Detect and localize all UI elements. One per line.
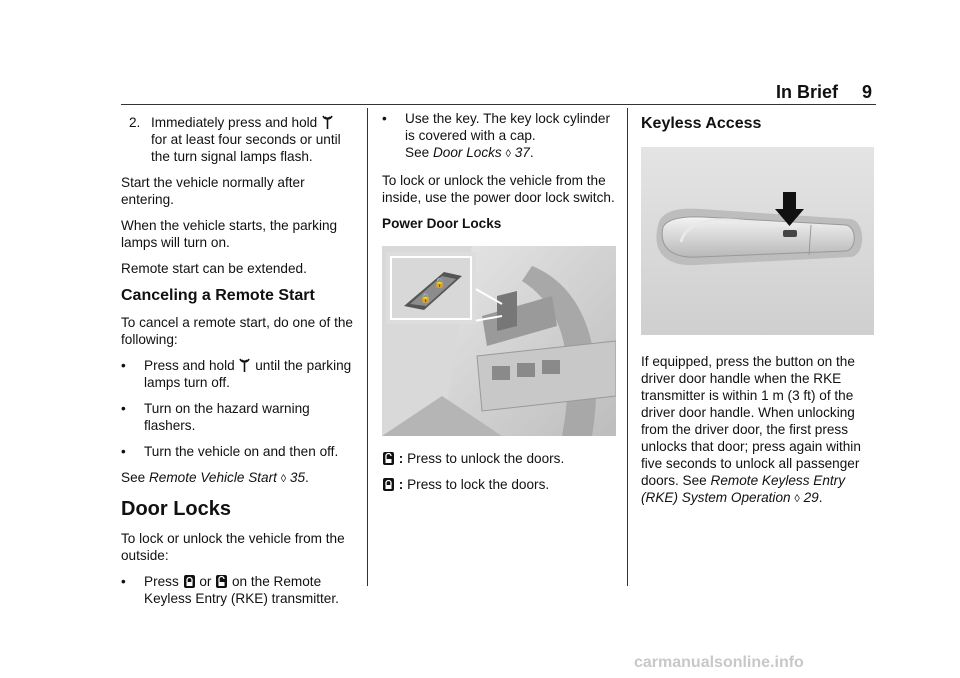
list-text-b: on the Remote Keyless Entry (RKE) transmitter. [144, 574, 339, 606]
column-divider-2 [627, 108, 628, 586]
reference-page: 35 [289, 470, 306, 485]
reference-arrow: ◊ [505, 148, 511, 160]
see-label: See [405, 145, 430, 160]
paragraph: Start the vehicle normally after entering. [121, 175, 305, 207]
period: . [529, 145, 534, 160]
watermark-footer: carmanualsonline.info [634, 654, 804, 671]
or-label: or [199, 574, 212, 589]
lock-icon [183, 574, 196, 589]
period: . [305, 470, 309, 485]
paragraph: To cancel a remote start, do one of the following: [121, 315, 353, 347]
page-number: 9 [862, 82, 873, 102]
reference-arrow: ◊ [280, 473, 287, 485]
remote-start-icon [238, 357, 251, 373]
colon: : [398, 477, 404, 492]
section-title: In Brief [776, 82, 839, 102]
lock-text: Press to lock the doors. [407, 477, 550, 492]
column-2 [382, 110, 617, 502]
step-2-text-b: for at least four seconds or until the turn signal lamps flash. [151, 132, 341, 164]
bullet: • [121, 401, 126, 416]
lock-description [382, 476, 617, 493]
colon: : [398, 451, 404, 466]
reference-title: Door Locks [432, 145, 502, 160]
list-text-b: until the parking lamps turn off. [144, 358, 352, 390]
remote-start-icon [321, 114, 334, 130]
lock-icon [382, 477, 395, 492]
period: . [818, 490, 823, 505]
list-item [121, 573, 359, 607]
list-text: Turn on the hazard warning flashers. [144, 401, 310, 433]
column-1 [121, 114, 359, 616]
keyless-text: If equipped, press the button on the driver door handle when the RKE transmitter is within 1 m (3 ft) of the driver door handle. When unlocking from the driver door, the first press unlocks that door; press again within five seconds to unlock all passenger doors. See [641, 354, 861, 488]
list-item [382, 110, 617, 163]
heading-power-door-locks: Power Door Locks [382, 216, 502, 231]
paragraph: To lock or unlock the vehicle from the outside: [121, 531, 345, 563]
door-handle-illustration [641, 147, 874, 335]
paragraph: When the vehicle starts, the parking lamps will turn on. [121, 218, 338, 250]
list-text: Use the key. The key lock cylinder is covered with a cap. [405, 111, 611, 143]
bullet: • [121, 574, 126, 589]
keyless-description [641, 353, 876, 508]
reference-arrow: ◊ [794, 493, 800, 505]
list-text-a: Press [144, 574, 179, 589]
heading-keyless-access: Keyless Access [641, 115, 762, 132]
reference-page: 29 [803, 490, 819, 505]
bullet: • [121, 444, 126, 459]
unlock-description [382, 450, 617, 467]
header-rule [121, 104, 876, 105]
reference-page: 37 [514, 145, 530, 160]
see-label: See [121, 470, 146, 485]
list-item [121, 357, 359, 391]
step-2 [121, 114, 359, 165]
svg-text:🔒: 🔒 [420, 294, 432, 304]
step-2-text-a: Immediately press and hold [151, 115, 318, 130]
cross-reference [121, 469, 359, 488]
list-item [121, 400, 359, 434]
paragraph: To lock or unlock the vehicle from the inside, use the power door lock switch. [382, 173, 615, 205]
svg-text:🔓: 🔓 [434, 279, 446, 289]
heading-canceling-remote-start: Canceling a Remote Start [121, 287, 315, 304]
reference-title: Remote Vehicle Start [148, 470, 277, 485]
unlock-icon [382, 451, 395, 466]
bullet: • [382, 111, 387, 126]
reference-title: Remote Keyless Entry (RKE) System Operation [641, 473, 846, 505]
column-divider-1 [367, 108, 368, 586]
paragraph: Remote start can be extended. [121, 261, 307, 276]
step-number: 2. [129, 115, 141, 130]
unlock-text: Press to unlock the doors. [407, 451, 565, 466]
heading-door-locks: Door Locks [121, 498, 232, 520]
list-text: Turn the vehicle on and then off. [144, 444, 339, 459]
power-door-lock-illustration [382, 246, 616, 436]
unlock-icon [215, 574, 228, 589]
list-item [121, 443, 359, 460]
column-3 [641, 110, 876, 517]
list-text-a: Press and hold [144, 358, 235, 373]
bullet: • [121, 358, 126, 373]
